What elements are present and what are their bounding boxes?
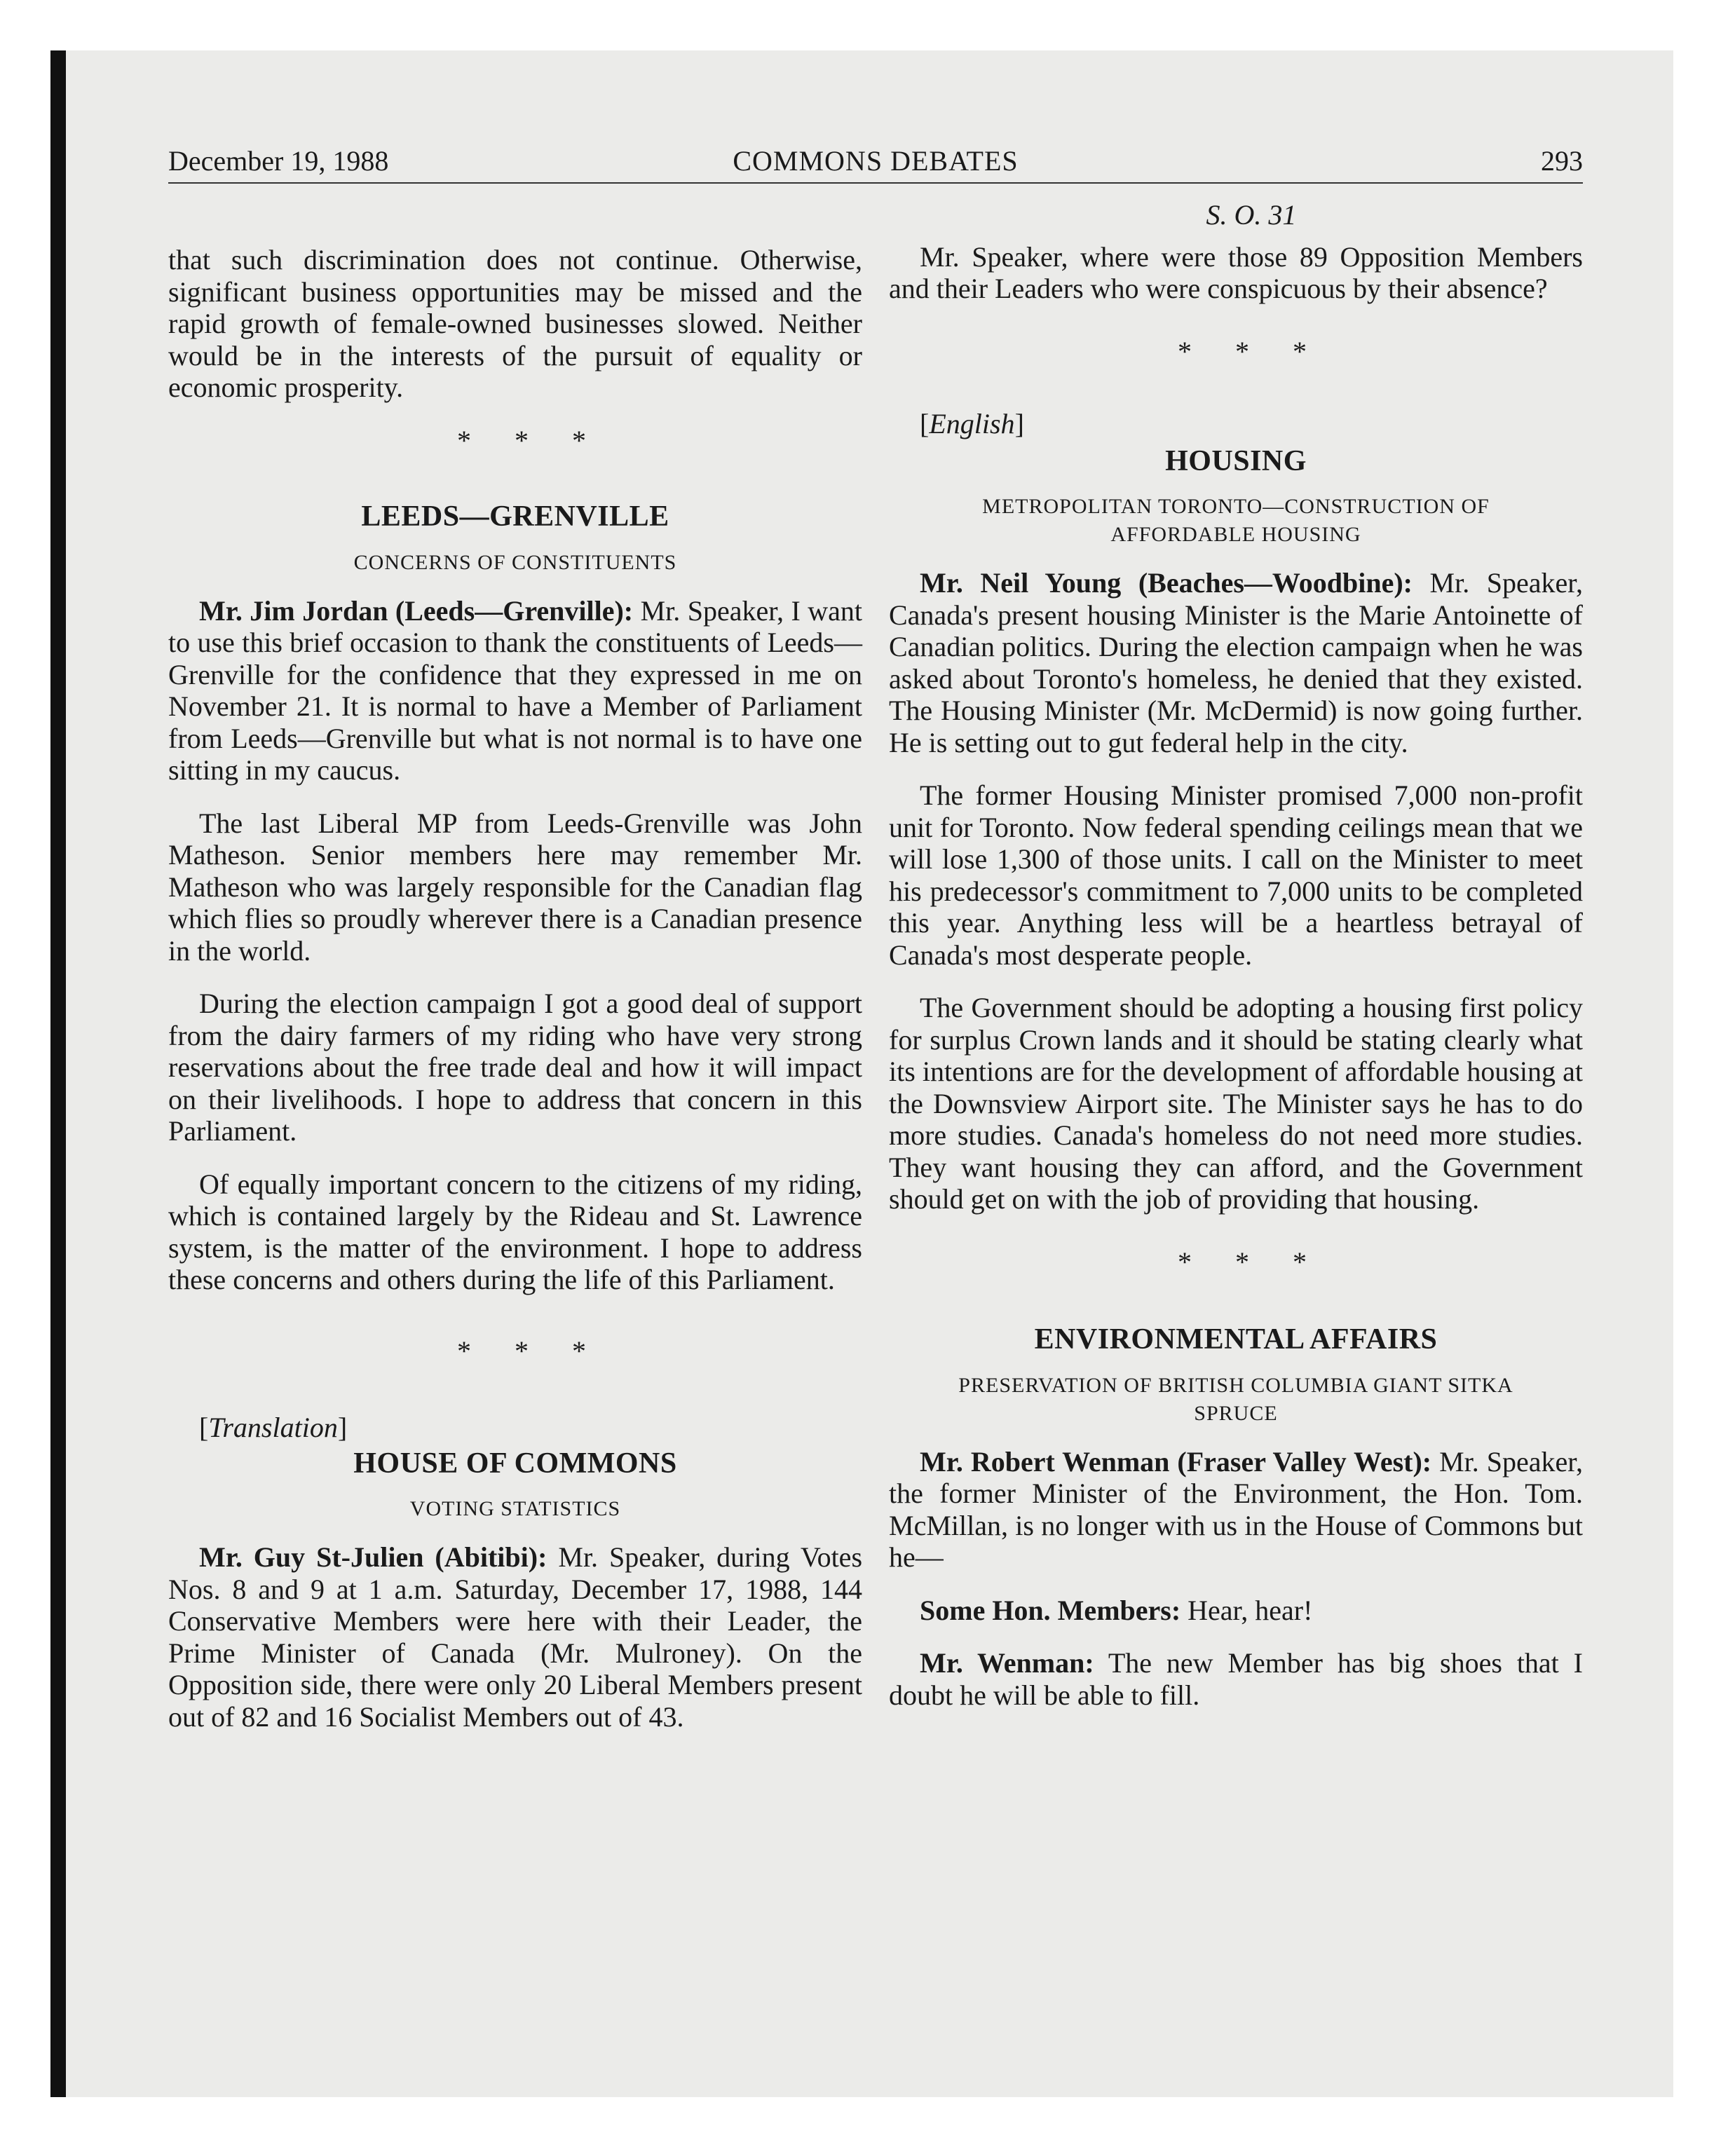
speaker-name: Mr. Guy St-Julien (Abitibi): [199,1541,547,1573]
section-subtitle: PRESERVATION OF BRITISH COLUMBIA GIANT SITKA SPRUCE [958,1373,1513,1425]
standing-order-marker: S. O. 31 [1206,199,1297,231]
section-subtitle: METROPOLITAN TORONTO—CONSTRUCTION OF AFFORDABLE HOUSING [982,495,1490,546]
header-title: COMMONS DEBATES [733,145,1019,177]
speaker-name: Mr. Robert Wenman (Fraser Valley West): [920,1445,1432,1478]
speech-text: Hear, hear! [1181,1594,1313,1626]
speaker-name: Mr. Neil Young (Beaches—Woodbine): [920,567,1413,599]
speech-paragraph [168,1541,862,1733]
speech-paragraph: During the election campaign I got a good deal of support from the dairy farmers of my riding who have very strong reservations about the free trade deal and how it will impact on their livelihoods. I hope to address that concern in this Parliament. [168,988,862,1147]
language-marker-text: Translation [208,1412,338,1443]
speech-text: Mr. Speaker, I want to use this brief occasion to thank the constituents of Leeds—Grenville for the confidence that they expressed in me on November 21. It is normal to have a Member of Parliament from Leeds—Grenville but what is not normal is to have one sitting in my caucus. [168,594,863,786]
section-subtitle: CONCERNS OF CONSTITUENTS [353,550,677,574]
language-marker-text: English [929,408,1015,439]
speaker-name: Some Hon. Members: [920,1594,1181,1626]
speech-text: The new Member has big shoes that I doubt he will be able to fill. [889,1647,1584,1711]
speech-paragraph [168,595,862,786]
speech-text: Mr. Speaker, Canada's present housing Minister is the Marie Antoinette of Canadian politics. During the election campaign when he was asked about Toronto's homeless, he denied that they existed. The Housing Minister (Mr. McDermid) is now going further. He is setting out to gut federal help in the city. [889,567,1583,758]
speaker-name: Mr. Wenman: [920,1647,1094,1679]
speech-paragraph: Mr. Speaker, where were those 89 Opposition Members and their Leaders who were conspicuous by their absence? [889,240,1583,304]
section-title: LEEDS—GRENVILLE [361,500,669,533]
right-column [889,189,1583,1732]
speech-paragraph [889,1446,1583,1574]
speech-paragraph: Of equally important concern to the citizens of my riding, which is contained largely by the Rideau and St. Lawrence system, is the matter of the environment. I hope to address these concerns and others during the life of this Parliament. [168,1168,862,1295]
language-marker: [Translation] [199,1412,348,1443]
speech-paragraph [889,1595,1583,1627]
speech-text: Mr. Speaker, during Votes Nos. 8 and 9 at 1 a.m. Saturday, December 17, 1988, 144 Conservative Members were here with their Leader, the Prime Minister of Canada (Mr. Mulroney). On the Opposition side, there were only 20 Liberal Members present out of 82 and 16 Socialist Members out of 43. [168,1541,863,1733]
speech-text: Mr. Speaker, the former Minister of the Environment, the Hon. Tom. McMillan, is no longer with us in the House of Commons but he— [889,1445,1584,1573]
language-marker: [English] [920,408,1024,439]
page-number: 293 [1541,145,1583,177]
left-column [168,189,862,1754]
speech-paragraph: The last Liberal MP from Leeds-Grenville was John Matheson. Senior members here may remember Mr. Matheson who was largely responsible for the Canadian flag which flies so proudly wherever there is a Canadian presence in the world. [168,807,862,967]
speaker-name: Mr. Jim Jordan (Leeds—Grenville): [199,594,634,627]
running-header [168,144,1583,184]
section-separator: * * * [1178,335,1325,367]
section-title: HOUSE OF COMMONS [353,1447,677,1480]
speech-paragraph: The former Housing Minister promised 7,000 non-profit unit for Toronto. Now federal spending ceilings mean that we will lose 1,300 of those units. I call on the Minister to meet his predecessor's commitment to 7,000 units to be completed this year. Anything less will be a heartless betrayal of Canada's most desperate people. [889,779,1583,971]
page-binding-edge [50,50,66,2097]
section-title: ENVIRONMENTAL AFFAIRS [1034,1323,1438,1356]
speech-paragraph [889,567,1583,758]
section-title: HOUSING [1165,444,1307,477]
speech-paragraph [889,1647,1583,1711]
section-separator: * * * [457,1335,604,1367]
header-date: December 19, 1988 [168,145,389,177]
section-separator: * * * [1178,1246,1325,1278]
continued-paragraph: that such discrimination does not continue. Otherwise, significant business opportunities may be missed and the rapid growth of female-owned businesses slowed. Neither would be in the interests of the pursuit of equality or economic prosperity. [168,244,862,403]
speech-paragraph: The Government should be adopting a housing first policy for surplus Crown lands and it should be stating clearly what its intentions are for the development of affordable housing at the Downsview Airport site. The Minister says he has to do more studies. Canada's homeless do not need more studies. They want housing they can afford, and the Government should get on with the job of providing that housing. [889,992,1583,1215]
section-subtitle: VOTING STATISTICS [409,1497,621,1520]
section-separator: * * * [457,424,604,456]
